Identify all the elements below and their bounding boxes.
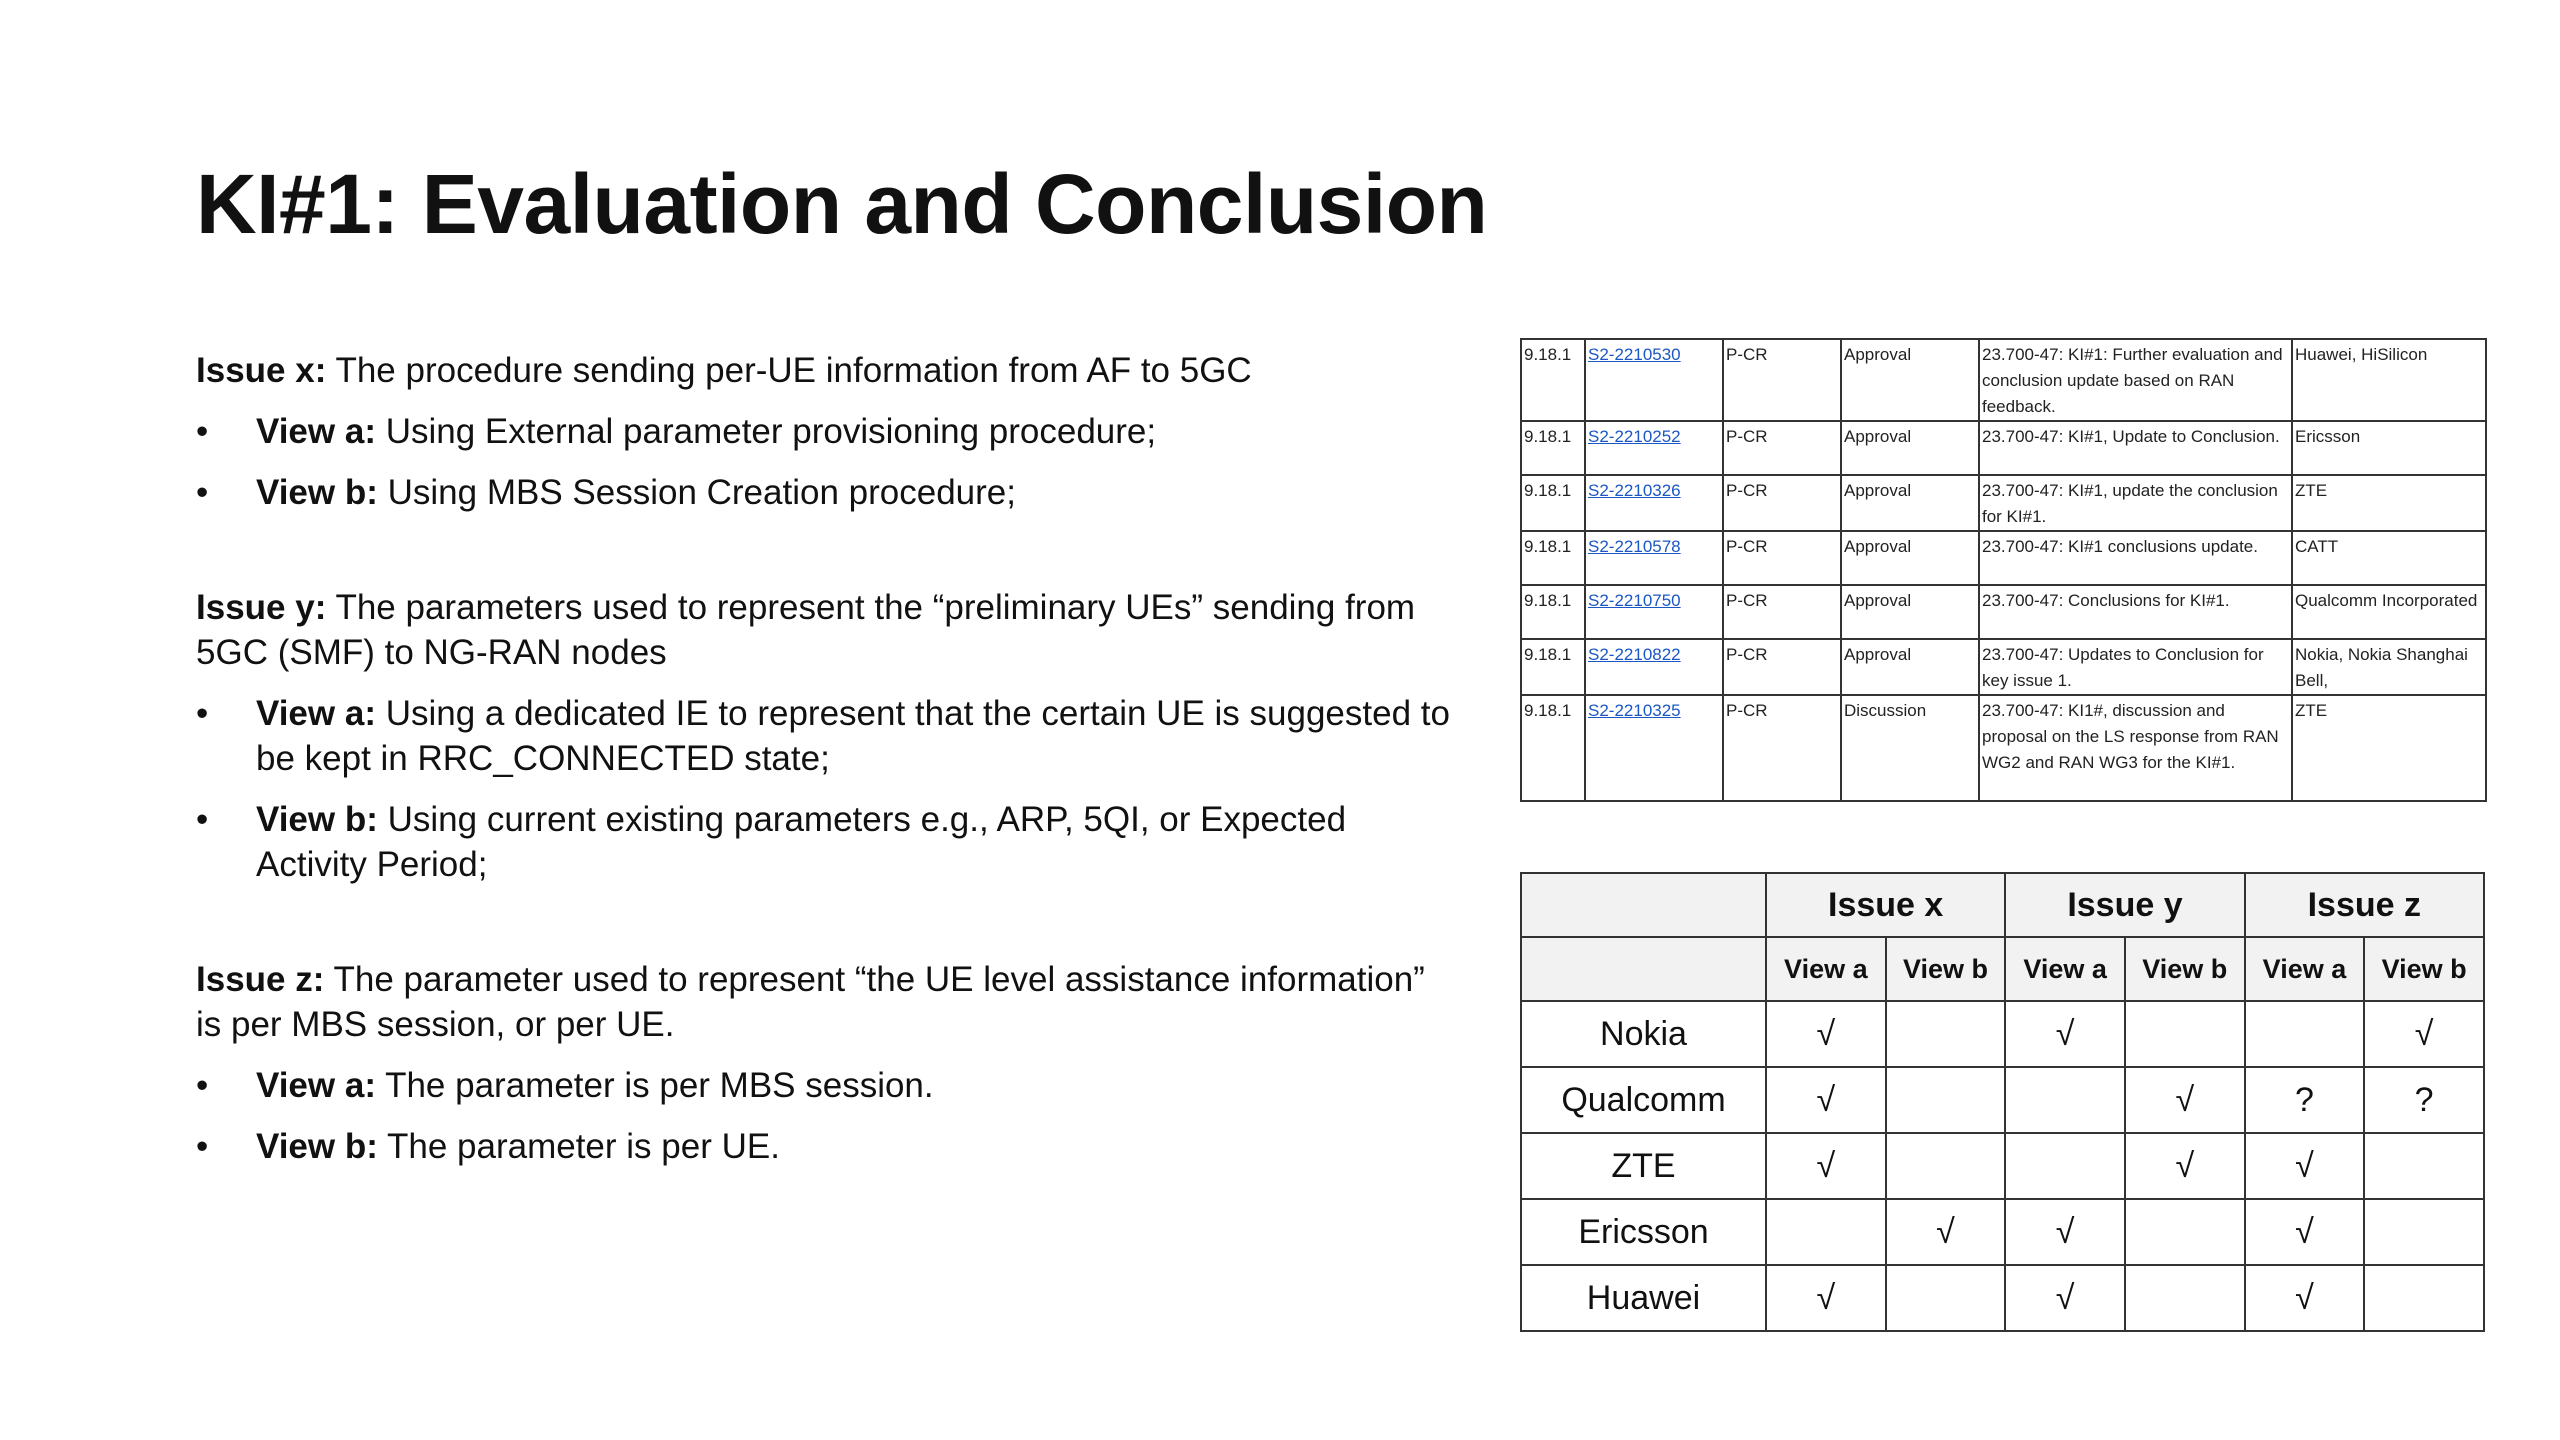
- tdoc-source: CATT: [2295, 537, 2339, 556]
- matrix-mark-cell: [2005, 1133, 2125, 1199]
- matrix-corner-cell: [1521, 873, 1766, 937]
- issue-x-label: Issue x:: [196, 351, 327, 390]
- matrix-company-name: ZTE: [1521, 1133, 1766, 1199]
- tdoc-type-cell: [1723, 421, 1841, 475]
- tdoc-action-cell: [1841, 421, 1979, 475]
- matrix-mark-cell: √: [2125, 1133, 2245, 1199]
- matrix-mark-cell: [2005, 1067, 2125, 1133]
- view-text: The parameter is per MBS session.: [375, 1066, 934, 1105]
- issue-y-statement: [196, 585, 1456, 675]
- tdoc-action-cell: [1841, 585, 1979, 639]
- issues-list: [196, 348, 1456, 1239]
- issue-z-view-a: [196, 1063, 1456, 1108]
- matrix-corner-cell: [1521, 937, 1766, 1001]
- matrix-mark-cell: √: [1886, 1199, 2006, 1265]
- tdoc-title-cell: [1979, 639, 2292, 695]
- view-text: Using External parameter provisioning procedure;: [375, 412, 1157, 451]
- tdoc-title-cell: [1979, 339, 2292, 421]
- tdoc-type: P-CR: [1726, 345, 1768, 364]
- matrix-mark-cell: [2125, 1001, 2245, 1067]
- bullet-icon: •: [196, 694, 209, 733]
- tdoc-row: [1521, 531, 2486, 585]
- tdoc-type-cell: [1723, 339, 1841, 421]
- view-text: The parameter is per UE.: [377, 1127, 780, 1166]
- matrix-row: [1521, 1067, 2484, 1133]
- tdoc-row: [1521, 421, 2486, 475]
- tdoc-type-cell: [1723, 639, 1841, 695]
- bullet-icon: •: [196, 1127, 209, 1166]
- tdoc-link[interactable]: S2-2210252: [1588, 427, 1681, 446]
- tdoc-agenda-item-cell: [1521, 475, 1585, 531]
- tdoc-agenda-item: 9.18.1: [1524, 701, 1572, 720]
- tdoc-title-cell: [1979, 585, 2292, 639]
- matrix-mark-cell: √: [2005, 1001, 2125, 1067]
- issue-z-label: Issue z:: [196, 960, 325, 999]
- tdoc-agenda-item-cell: [1521, 531, 1585, 585]
- tdoc-source: Huawei, HiSilicon: [2295, 345, 2428, 364]
- view-label: View b:: [256, 800, 378, 839]
- issue-x-views: [196, 409, 1456, 515]
- tdoc-action: Approval: [1844, 427, 1912, 446]
- bullet-icon: •: [196, 800, 209, 839]
- matrix-mark-cell: [1886, 1067, 2006, 1133]
- tdoc-source: ZTE: [2295, 701, 2328, 720]
- tdoc-link-cell: [1585, 585, 1723, 639]
- tdoc-type: P-CR: [1726, 591, 1768, 610]
- tdoc-title: 23.700-47: KI#1: Further evaluation and conclusion update based on RAN feedback.: [1982, 345, 2283, 416]
- matrix-mark-cell: √: [2005, 1199, 2125, 1265]
- matrix-mark-cell: [1886, 1001, 2006, 1067]
- issue-x-view-a: [196, 409, 1456, 454]
- tdoc-source: ZTE: [2295, 481, 2328, 500]
- matrix-mark-cell: √: [2245, 1199, 2365, 1265]
- tdoc-link-cell: [1585, 695, 1723, 801]
- tdoc-agenda-item: 9.18.1: [1524, 481, 1572, 500]
- tdoc-row: [1521, 639, 2486, 695]
- tdoc-action-cell: [1841, 531, 1979, 585]
- tdoc-source-cell: [2292, 531, 2486, 585]
- view-text: Using current existing parameters e.g., ARP, 5QI, or Expected Activity Period;: [256, 800, 1347, 884]
- matrix-mark-cell: √: [1766, 1133, 1886, 1199]
- tdoc-type-cell: [1723, 585, 1841, 639]
- matrix-view-header-row: [1521, 937, 2484, 1001]
- tdoc-type-cell: [1723, 695, 1841, 801]
- tdoc-title: 23.700-47: KI#1, update the conclusion for KI#1.: [1982, 481, 2278, 526]
- matrix-view-header: View b: [1886, 937, 2006, 1001]
- matrix-mark-cell: √: [2364, 1001, 2484, 1067]
- tdoc-action-cell: [1841, 695, 1979, 801]
- tdoc-source-cell: [2292, 585, 2486, 639]
- matrix-row: [1521, 1199, 2484, 1265]
- view-label: View a:: [256, 412, 376, 451]
- issue-z-views: [196, 1063, 1456, 1169]
- matrix-mark-cell: √: [2245, 1133, 2365, 1199]
- tdoc-source: Ericsson: [2295, 427, 2361, 446]
- tdoc-action-cell: [1841, 339, 1979, 421]
- tdoc-source-cell: [2292, 639, 2486, 695]
- tdoc-action: Discussion: [1844, 701, 1927, 720]
- matrix-company-name: Nokia: [1521, 1001, 1766, 1067]
- matrix-mark-cell: [1886, 1265, 2006, 1331]
- view-text: Using a dedicated IE to represent that the certain UE is suggested to be kept in RRC_CONNECTED state;: [256, 694, 1450, 778]
- issue-z-view-b: [196, 1124, 1456, 1169]
- tdoc-link[interactable]: S2-2210325: [1588, 701, 1681, 720]
- tdoc-type: P-CR: [1726, 645, 1768, 664]
- tdoc-link-cell: [1585, 475, 1723, 531]
- tdoc-type-cell: [1723, 531, 1841, 585]
- tdoc-type: P-CR: [1726, 481, 1768, 500]
- matrix-view-header: View b: [2364, 937, 2484, 1001]
- tdoc-link-cell: [1585, 531, 1723, 585]
- view-label: View b:: [256, 473, 378, 512]
- tdoc-source: Qualcomm Incorporated: [2295, 591, 2478, 610]
- tdoc-title: 23.700-47: KI1#, discussion and proposal on the LS response from RAN WG2 and RAN WG3 for the KI#1.: [1982, 701, 2279, 772]
- tdoc-type: P-CR: [1726, 701, 1768, 720]
- matrix-mark-cell: [2364, 1265, 2484, 1331]
- tdoc-link[interactable]: S2-2210750: [1588, 591, 1681, 610]
- matrix-mark-cell: √: [2125, 1067, 2245, 1133]
- tdoc-agenda-item-cell: [1521, 421, 1585, 475]
- view-label: View b:: [256, 1127, 378, 1166]
- tdoc-type-cell: [1723, 475, 1841, 531]
- tdoc-link[interactable]: S2-2210578: [1588, 537, 1681, 556]
- matrix-view-header: View b: [2125, 937, 2245, 1001]
- tdoc-action: Approval: [1844, 591, 1912, 610]
- tdoc-type: P-CR: [1726, 537, 1768, 556]
- issue-z-block: [196, 957, 1456, 1169]
- bullet-icon: •: [196, 473, 209, 512]
- matrix-mark-cell: [1766, 1199, 1886, 1265]
- tdoc-action-cell: [1841, 475, 1979, 531]
- matrix-row: [1521, 1265, 2484, 1331]
- tdoc-link-cell: [1585, 639, 1723, 695]
- issue-y-view-b: [196, 797, 1456, 887]
- matrix-row: [1521, 1001, 2484, 1067]
- tdoc-source: Nokia, Nokia Shanghai Bell,: [2295, 645, 2468, 690]
- matrix-mark-cell: √: [2245, 1265, 2365, 1331]
- tdoc-action: Approval: [1844, 345, 1912, 364]
- matrix-mark-cell: [2125, 1265, 2245, 1331]
- tdoc-agenda-item: 9.18.1: [1524, 537, 1572, 556]
- tdoc-row: [1521, 585, 2486, 639]
- matrix-mark-cell: [2245, 1001, 2365, 1067]
- tdoc-action-cell: [1841, 639, 1979, 695]
- matrix-issue-header: Issue y: [2005, 873, 2244, 937]
- bullet-icon: •: [196, 412, 209, 451]
- matrix-mark-cell: [2364, 1133, 2484, 1199]
- tdoc-link[interactable]: S2-2210326: [1588, 481, 1681, 500]
- tdoc-title-cell: [1979, 421, 2292, 475]
- issue-y-views: [196, 691, 1456, 887]
- tdoc-agenda-item-cell: [1521, 639, 1585, 695]
- matrix-issue-header: Issue x: [1766, 873, 2005, 937]
- matrix-mark-cell: ?: [2364, 1067, 2484, 1133]
- tdoc-title-cell: [1979, 695, 2292, 801]
- issue-x-view-b: [196, 470, 1456, 515]
- issue-x-text: The procedure sending per-UE information from AF to 5GC: [326, 351, 1252, 390]
- tdoc-source-cell: [2292, 421, 2486, 475]
- tdoc-agenda-item-cell: [1521, 339, 1585, 421]
- tdoc-agenda-item: 9.18.1: [1524, 591, 1572, 610]
- tdoc-title-cell: [1979, 531, 2292, 585]
- issue-y-view-a: [196, 691, 1456, 781]
- bullet-icon: •: [196, 1066, 209, 1105]
- tdoc-agenda-item-cell: [1521, 585, 1585, 639]
- matrix-view-header: View a: [1766, 937, 1886, 1001]
- matrix-issue-header-row: [1521, 873, 2484, 937]
- matrix-mark-cell: ?: [2245, 1067, 2365, 1133]
- issue-y-block: [196, 585, 1456, 887]
- views-matrix-table: [1520, 872, 2485, 1332]
- tdoc-link-cell: [1585, 421, 1723, 475]
- issue-y-label: Issue y:: [196, 588, 327, 627]
- tdoc-agenda-item: 9.18.1: [1524, 427, 1572, 446]
- tdoc-link-cell: [1585, 339, 1723, 421]
- tdoc-action: Approval: [1844, 481, 1912, 500]
- tdoc-title-cell: [1979, 475, 2292, 531]
- matrix-view-header: View a: [2005, 937, 2125, 1001]
- issue-z-text: The parameter used to represent “the UE level assistance information” is per MBS session, or per UE.: [196, 960, 1425, 1044]
- issue-z-statement: [196, 957, 1456, 1047]
- tdoc-agenda-item: 9.18.1: [1524, 345, 1572, 364]
- matrix-mark-cell: √: [1766, 1067, 1886, 1133]
- matrix-mark-cell: √: [1766, 1001, 1886, 1067]
- matrix-company-name: Ericsson: [1521, 1199, 1766, 1265]
- issue-x-block: [196, 348, 1456, 515]
- tdoc-row: [1521, 475, 2486, 531]
- tdoc-title: 23.700-47: KI#1, Update to Conclusion.: [1982, 427, 2280, 446]
- tdoc-row: [1521, 695, 2486, 801]
- matrix-mark-cell: [1886, 1133, 2006, 1199]
- tdoc-row: [1521, 339, 2486, 421]
- tdoc-table: [1520, 338, 2487, 802]
- issue-x-statement: [196, 348, 1456, 393]
- matrix-row: [1521, 1133, 2484, 1199]
- tdoc-source-cell: [2292, 475, 2486, 531]
- matrix-mark-cell: √: [1766, 1265, 1886, 1331]
- view-label: View a:: [256, 1066, 376, 1105]
- matrix-view-header: View a: [2245, 937, 2365, 1001]
- tdoc-link[interactable]: S2-2210530: [1588, 345, 1681, 364]
- matrix-company-name: Qualcomm: [1521, 1067, 1766, 1133]
- matrix-mark-cell: [2364, 1199, 2484, 1265]
- view-label: View a:: [256, 694, 376, 733]
- matrix-company-name: Huawei: [1521, 1265, 1766, 1331]
- tdoc-title: 23.700-47: KI#1 conclusions update.: [1982, 537, 2258, 556]
- tdoc-title: 23.700-47: Updates to Conclusion for key issue 1.: [1982, 645, 2264, 690]
- tdoc-title: 23.700-47: Conclusions for KI#1.: [1982, 591, 2230, 610]
- tdoc-source-cell: [2292, 695, 2486, 801]
- tdoc-action: Approval: [1844, 537, 1912, 556]
- tdoc-action: Approval: [1844, 645, 1912, 664]
- matrix-issue-header: Issue z: [2245, 873, 2484, 937]
- tdoc-link[interactable]: S2-2210822: [1588, 645, 1681, 664]
- tdoc-agenda-item-cell: [1521, 695, 1585, 801]
- matrix-mark-cell: √: [2005, 1265, 2125, 1331]
- tdoc-agenda-item: 9.18.1: [1524, 645, 1572, 664]
- tdoc-type: P-CR: [1726, 427, 1768, 446]
- matrix-mark-cell: [2125, 1199, 2245, 1265]
- page-title: KI#1: Evaluation and Conclusion: [196, 157, 1488, 251]
- issue-y-text: The parameters used to represent the “preliminary UEs” sending from 5GC (SMF) to NG-RAN nodes: [196, 588, 1416, 672]
- view-text: Using MBS Session Creation procedure;: [377, 473, 1016, 512]
- tdoc-source-cell: [2292, 339, 2486, 421]
